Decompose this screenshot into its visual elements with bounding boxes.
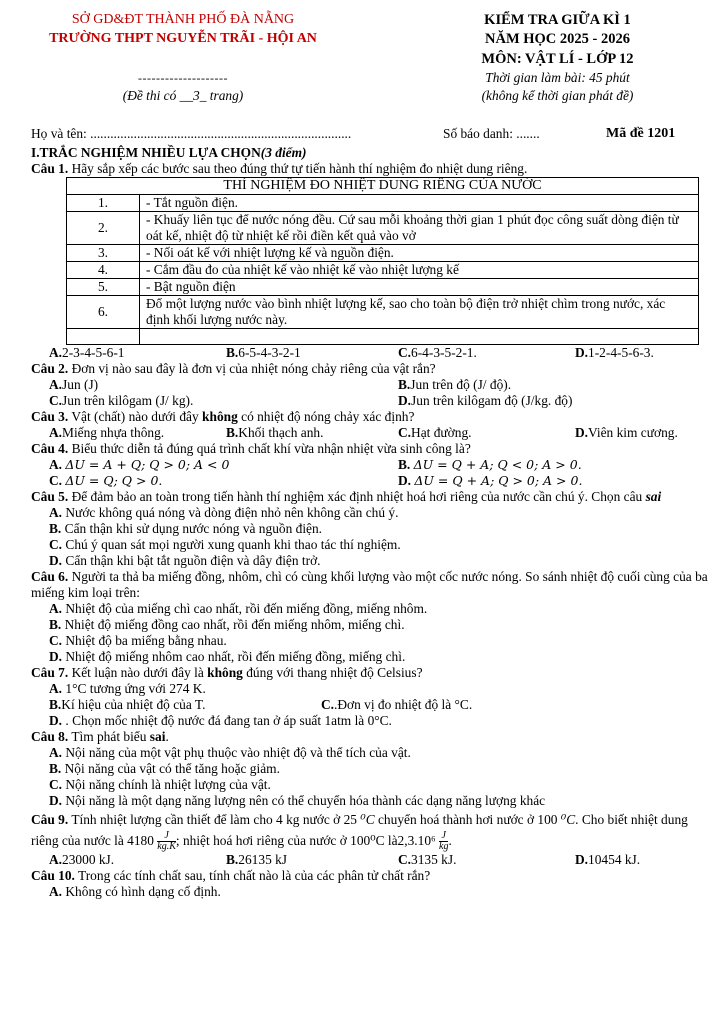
option-b[interactable]: B. Kí hiệu của nhiệt độ của T. (49, 697, 206, 712)
option-b[interactable]: B. Nội năng của vật có thể tăng hoặc giảm. (49, 761, 280, 776)
header-divider: -------------------- (138, 71, 228, 85)
duration: Thời gian làm bài: 45 phút (485, 70, 630, 85)
option-a[interactable]: A. 23000 kJ. (49, 852, 115, 868)
question-5: Câu 5. Để đảm bảo an toàn trong tiến hành thí nghiệm xác định nhiệt hoá hơi riêng của nước cần chú ý. Chọn câu sai (31, 489, 662, 504)
option-c[interactable]: C. 6-4-3-5-2-1. (398, 345, 477, 360)
school-year: NĂM HỌC 2025 - 2026 (485, 31, 630, 47)
option-c[interactable]: C. Hạt đường. (398, 425, 472, 440)
option-b[interactable]: B. ΔU = Q + A; Q < 0; A > 0. (398, 457, 582, 472)
exam-header (0, 12, 725, 112)
option-d[interactable]: D. Nhiệt độ miếng nhôm cao nhất, rồi đến miếng đồng, miếng chì. (49, 649, 406, 664)
option-a[interactable]: A. Nhiệt độ của miếng chì cao nhất, rồi đến miếng đồng, miếng nhôm. (49, 601, 428, 616)
table-row: 4. - Cắm đầu đo của nhiệt kế vào nhiệt kế vào nhiệt lượng kế (67, 262, 699, 279)
option-b[interactable]: B. 26135 kJ (226, 852, 288, 868)
procedure-table (66, 177, 699, 345)
question-2: Câu 2. Đơn vị nào sau đây là đơn vị của nhiệt nóng chảy riêng của vật rắn? (31, 361, 436, 376)
table-row: 1. - Tắt nguồn điện. (67, 195, 699, 212)
option-a[interactable]: A. 2-3-4-5-6-1 (49, 345, 125, 360)
question-2-options-row2 (31, 393, 711, 409)
question-3-options (31, 425, 711, 441)
option-a[interactable]: A. Không có hình dạng cố định. (49, 884, 221, 900)
latent-heat-unit: $\frac{J}{kg}$ (439, 830, 449, 853)
table-row: 5. - Bật nguồn điện (67, 279, 699, 296)
table-row (67, 329, 699, 345)
option-a[interactable]: A. Miếng nhựa thông. (49, 425, 165, 440)
option-c[interactable]: C. Chú ý quan sát mọi người xung quanh khi thao tác thí nghiệm. (49, 537, 401, 552)
exam-code: Mã đề 1201 (606, 126, 676, 141)
option-d[interactable]: D. ΔU = Q + A; Q > 0; A > 0. (398, 473, 583, 488)
option-d[interactable]: D. . Chọn mốc nhiệt độ nước đá đang tan ở áp suất 1atm là 0°C. (49, 713, 392, 728)
question-7: Câu 7. Kết luận nào dưới đây là không đúng với thang nhiệt độ Celsius? (31, 665, 423, 680)
option-c[interactable]: C. 3135 kJ. (398, 852, 457, 868)
option-b[interactable]: B. 6-5-4-3-2-1 (226, 345, 301, 360)
option-b[interactable]: B. Cẩn thận khi sử dụng nước nóng và nguồn điện. (49, 521, 323, 536)
option-c[interactable]: C. ΔU = Q; Q > 0. (49, 473, 163, 488)
option-d[interactable]: D. 1-2-4-5-6-3. (575, 345, 654, 360)
option-d[interactable]: D. Nội năng là một dạng năng lượng nên có thể chuyển hóa thành các dạng năng lượng khác (49, 793, 546, 808)
school-name: TRƯỜNG THPT NGUYỄN TRÃI - HỘI AN (49, 31, 317, 46)
question-8: Câu 8. Tìm phát biểu sai. (31, 729, 169, 744)
option-a[interactable]: A. 1°C tương ứng với 274 K. (49, 681, 206, 696)
question-4-options-row1 (31, 457, 711, 473)
question-9: Câu 9. Tính nhiệt lượng cần thiết để làm cho 4 kg nước ở 25 ⁰C chuyển hoá thành hơi nước ở 100 ⁰C. Cho biết nhiệt dung riêng của nước là 4180 $\frac{J}{kg.K}$ ; nhiệt hoá hơi riêng của nước ở 100⁰C là2,3.10⁶ $\frac{J}{kg}$ . (31, 812, 688, 853)
option-a[interactable]: A. Nội năng của một vật phụ thuộc vào nhiệt độ và thể tích của vật. (49, 745, 411, 760)
page-count-note: (Đề thi có __3_ trang) (122, 88, 244, 103)
question-10: Câu 10. Trong các tính chất sau, tính chất nào là của các phân tử chất rắn? (31, 868, 431, 884)
option-b[interactable]: B. Jun trên độ (J/ độ). (398, 377, 512, 392)
option-c[interactable]: C. Nhiệt độ ba miếng bằng nhau. (49, 633, 227, 648)
question-6: Câu 6. Người ta thả ba miếng đồng, nhôm, chì có cùng khối lượng vào một cốc nước nóng. So sánh nhiệt độ cuối cùng của ba miếng kim loại trên: (31, 569, 708, 600)
option-b[interactable]: B. Nhiệt độ miếng đồng cao nhất, rồi đến miếng nhôm, miếng chì. (49, 617, 405, 632)
option-d[interactable]: D. Cẩn thận khi bật tắt nguồn điện và dây điện trở. (49, 553, 321, 568)
exam-body (31, 145, 711, 900)
option-c[interactable]: C. Nội năng chính là nhiệt lượng của vật. (49, 777, 271, 792)
table-title: THÍ NGHIỆM ĐO NHIỆT DUNG RIÊNG CỦA NƯỚC (67, 178, 699, 195)
option-c[interactable]: C. Jun trên kilôgam (J/ kg). (49, 393, 194, 408)
exam-title: KIỂM TRA GIỮA KÌ 1 (484, 12, 631, 28)
question-4: Câu 4. Biểu thức diễn tả đúng quá trình chất khí vừa nhận nhiệt vừa sinh công là? (31, 441, 471, 456)
question-1-options (31, 345, 711, 361)
question-3: Câu 3. Vật (chất) nào dưới đây không có nhiệt độ nóng chảy xác định? (31, 409, 415, 424)
question-1: Câu 1. Hãy sắp xếp các bước sau theo đúng thứ tự tiến hành thí nghiệm đo nhiệt dung riêng. (31, 161, 528, 176)
table-row: 6. Đổ một lượng nước vào bình nhiệt lượng kế, sao cho toàn bộ điện trở nhiệt chìm trong nước, xác định khối lượng nước này. (67, 296, 699, 329)
section-title: I.TRẮC NGHIỆM NHIỀU LỰA CHỌN(3 điểm) (31, 145, 307, 160)
option-b[interactable]: B. Khối thạch anh. (226, 425, 324, 440)
question-7-options-row2 (31, 697, 711, 713)
subject-line: MÔN: VẬT LÍ - LỚP 12 (481, 51, 634, 67)
option-d[interactable]: D. Jun trên kilôgam độ (J/kg. độ) (398, 393, 573, 408)
specific-heat-unit: $\frac{J}{kg.K}$ (157, 830, 176, 853)
candidate-info (31, 126, 701, 142)
duration-note: (không kể thời gian phát đề) (481, 88, 634, 103)
option-a[interactable]: A. Jun (J) (49, 377, 99, 392)
candidate-number-field[interactable]: Số báo danh: ....... (443, 126, 540, 141)
option-a[interactable]: A. ΔU = A + Q; Q > 0; A < 0 (49, 457, 230, 472)
question-4-options-row2 (31, 473, 711, 489)
table-row: 3. - Nối oát kế với nhiệt lượng kế và nguồn điện. (67, 245, 699, 262)
option-a[interactable]: A. Nước không quá nóng và dòng điện nhỏ nên không cần chú ý. (49, 505, 399, 520)
table-row: 2. - Khuấy liên tục để nước nóng đều. Cứ sau mỗi khoảng thời gian 1 phút đọc công suất dòng điện từ oát kế, nhiệt độ từ nhiệt kế rồi điền kết quả vào vở (67, 212, 699, 245)
question-9-options (31, 852, 711, 868)
candidate-name-field[interactable]: Họ và tên: .............................................................................. (31, 126, 352, 141)
option-d[interactable]: D. 10454 kJ. (575, 852, 641, 868)
question-2-options-row1 (31, 377, 711, 393)
option-d[interactable]: D. Viên kim cương. (575, 425, 678, 440)
department-name: SỞ GD&ĐT THÀNH PHỐ ĐÀ NẴNG (71, 12, 295, 27)
option-c[interactable]: C. .Đơn vị đo nhiệt độ là °C. (321, 697, 473, 712)
